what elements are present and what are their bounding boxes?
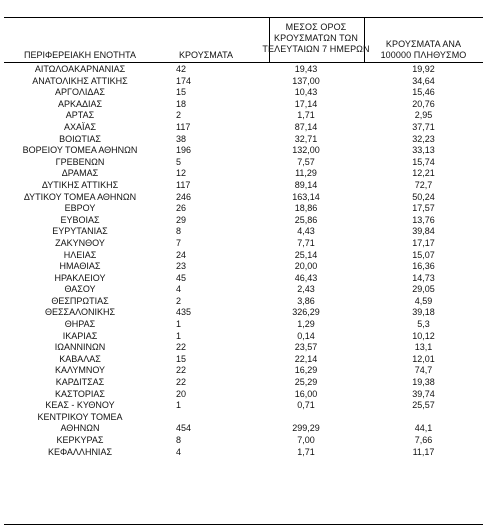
table-row [4, 435, 483, 447]
table-row [4, 157, 483, 169]
avg-7day-cell: 10,43 [294, 87, 318, 98]
per-100k-cell: 33,13 [412, 145, 435, 156]
table-row [4, 238, 483, 250]
avg-7day-cell: 16,29 [294, 365, 318, 376]
region-cell: ΔΥΤΙΚΗΣ ΑΤΤΙΚΗΣ [41, 179, 119, 190]
per-100k-cell: 15,07 [412, 249, 435, 260]
table-row [4, 180, 483, 192]
region-cell: ΒΟΡΕΙΟΥ ΤΟΜΕΑ ΑΘΗΝΩΝ [22, 145, 138, 156]
table-row [4, 400, 483, 412]
table-row [4, 226, 483, 238]
avg-7day-cell: 163,14 [292, 191, 320, 202]
table-row [4, 319, 483, 331]
region-cell: ΘΕΣΣΑΛΟΝΙΚΗΣ [44, 307, 116, 318]
region-cell: ΑΧΑΪΑΣ [63, 121, 97, 132]
region-cell: ΑΡΤΑΣ [65, 110, 95, 121]
header-avg [256, 22, 376, 55]
region-cell: ΕΒΡΟΥ [64, 203, 96, 214]
region-cell: ΚΕΦΑΛΛΗΝΙΑΣ [47, 446, 113, 457]
per-100k-cell: 19,92 [412, 64, 435, 74]
cases-cell: 1 [176, 330, 182, 341]
per-100k-cell: 37,71 [412, 121, 435, 132]
avg-7day-cell: 2,43 [297, 284, 315, 295]
region-cell: ΚΕΡΚΥΡΑΣ [56, 435, 104, 445]
avg-7day-cell: 25,86 [294, 214, 318, 225]
region-cell: ΗΜΑΘΙΑΣ [59, 261, 101, 272]
avg-7day-cell: 0,14 [297, 330, 315, 341]
cases-cell: 22 [176, 377, 187, 388]
per-100k-cell: 12,21 [412, 168, 435, 179]
header-per-line2: 100000 ΠΛΗΘΥΣΜΟ [380, 50, 467, 60]
region-cell: ΗΛΕΙΑΣ [63, 249, 97, 260]
per-100k-cell: 25,57 [412, 400, 435, 411]
header-avg-line2: ΚΡΟΥΣΜΑΤΩΝ ΤΩΝ [274, 33, 358, 43]
region-cell: ΚΑΛΥΜΝΟΥ [54, 365, 106, 376]
region-cell: ΖΑΚΥΝΘΟΥ [55, 237, 105, 248]
per-100k-cell: 12,01 [412, 353, 435, 364]
per-100k-cell: 20,76 [412, 98, 435, 109]
cases-cell: 435 [176, 307, 192, 318]
header-per-line1: ΚΡΟΥΣΜΑΤΑ ΑΝΑ [385, 39, 462, 49]
avg-7day-cell: 3,86 [297, 295, 315, 306]
table-row [4, 261, 483, 273]
avg-7day-cell: 11,29 [295, 168, 317, 179]
cases-cell: 174 [176, 75, 192, 86]
region-cell: ΘΕΣΠΡΩΤΙΑΣ [51, 295, 109, 306]
avg-7day-cell: 87,14 [294, 121, 318, 132]
per-100k-cell: 39,18 [412, 307, 435, 318]
region-cell: ΓΡΕΒΕΝΩΝ [55, 156, 105, 167]
bottom-rule [4, 524, 483, 525]
avg-7day-cell: 7,00 [297, 435, 315, 445]
per-100k-cell: 10,12 [412, 330, 435, 341]
cases-cell: 26 [176, 203, 187, 214]
cases-cell: 22 [176, 342, 187, 353]
cases-cell: 15 [176, 87, 187, 98]
cases-cell: 4 [176, 446, 182, 457]
per-100k-cell: 32,23 [412, 133, 435, 144]
cases-cell: 1 [176, 319, 182, 330]
region-cell: ΕΥΒΟΙΑΣ [60, 214, 100, 225]
table-row [4, 192, 483, 204]
cases-cell: 117 [176, 121, 191, 132]
per-100k-cell: 44,1 [414, 423, 433, 434]
region-cell [4, 412, 156, 435]
cases-cell: 24 [176, 249, 187, 260]
header-rule [4, 62, 483, 63]
table-row [4, 203, 483, 215]
avg-7day-cell: 22,14 [294, 353, 318, 364]
per-100k-cell: 34,64 [412, 75, 435, 86]
region-cell: ΑΡΓΟΛΙΔΑΣ [55, 87, 105, 98]
cases-cell: 1 [176, 400, 182, 411]
per-100k-cell: 5,3 [417, 319, 430, 330]
per-100k-cell: 11,17 [412, 446, 435, 457]
cases-cell: 196 [176, 145, 192, 156]
region-cell: ΗΡΑΚΛΕΙΟΥ [54, 272, 106, 283]
avg-7day-cell: 137,00 [292, 75, 320, 86]
cases-cell: 2 [176, 110, 182, 121]
region-cell-line1: ΚΕΝΤΡΙΚΟΥ ΤΟΜΕΑ [37, 411, 123, 422]
table-body [4, 64, 483, 458]
cases-cell: 4 [176, 284, 182, 295]
cases-cell: 2 [176, 295, 182, 306]
avg-7day-cell: 25,29 [294, 377, 318, 388]
table-row [4, 76, 483, 88]
table-row [4, 365, 483, 377]
cases-cell: 29 [176, 214, 187, 225]
per-100k-cell: 39,74 [412, 388, 435, 399]
per-100k-cell: 50,24 [412, 191, 435, 202]
table-row [4, 412, 483, 435]
table-row [4, 307, 483, 319]
header-avg-line3: ΤΕΛΕΥΤΑΙΩΝ 7 ΗΜΕΡΩΝ [262, 44, 370, 54]
per-100k-cell: 7,66 [414, 435, 433, 445]
header-per-100k [364, 39, 483, 61]
cases-cell: 38 [176, 133, 187, 144]
avg-7day-cell: 17,14 [294, 98, 318, 109]
region-cell: ΘΑΣΟΥ [64, 284, 96, 295]
region-cell: ΔΥΤΙΚΟΥ ΤΟΜΕΑ ΑΘΗΝΩΝ [23, 191, 137, 202]
per-100k-cell: 13,1 [414, 342, 433, 353]
cases-cell: 18 [176, 98, 187, 109]
table-row [4, 215, 483, 227]
avg-7day-cell: 132,00 [292, 145, 320, 156]
table-row [4, 284, 483, 296]
per-100k-cell: 19,38 [412, 377, 435, 388]
table-row [4, 250, 483, 262]
cases-cell: 8 [176, 226, 182, 237]
avg-7day-cell: 32,71 [294, 133, 318, 144]
per-100k-cell: 74,7 [414, 365, 433, 376]
region-cell: ΙΩΑΝΝΙΝΩΝ [54, 342, 106, 353]
avg-7day-cell: 19,43 [294, 64, 318, 74]
avg-7day-cell: 7,57 [297, 156, 315, 167]
region-cell: ΙΚΑΡΙΑΣ [62, 330, 98, 341]
region-cell: ΑΙΤΩΛΟΑΚΑΡΝΑΝΙΑΣ [34, 64, 126, 74]
cases-cell: 23 [176, 261, 187, 272]
table-row [4, 389, 483, 401]
per-100k-cell: 29,05 [412, 284, 435, 295]
header-avg-line1: ΜΕΣΟΣ ΟΡΟΣ [285, 22, 347, 32]
cases-cell: 7 [176, 237, 182, 248]
table-row [4, 145, 483, 157]
region-cell: ΚΑΡΔΙΤΣΑΣ [55, 377, 105, 388]
cases-cell: 45 [176, 272, 187, 283]
region-cell-line2: ΑΘΗΝΩΝ [60, 423, 100, 434]
avg-7day-cell: 1,71 [297, 446, 315, 457]
region-cell: ΕΥΡΥΤΑΝΙΑΣ [52, 226, 108, 237]
cases-cell: 42 [176, 64, 187, 74]
avg-7day-cell: 4,43 [297, 226, 315, 237]
table-row [4, 296, 483, 308]
table-row [4, 273, 483, 285]
table-row [4, 168, 483, 180]
cases-cell: 246 [176, 191, 192, 202]
table-row [4, 99, 483, 111]
region-cell: ΑΝΑΤΟΛΙΚΗΣ ΑΤΤΙΚΗΣ [32, 75, 128, 86]
region-cell: ΔΡΑΜΑΣ [61, 168, 99, 179]
table-row [4, 110, 483, 122]
per-100k-cell: 17,57 [412, 203, 435, 214]
per-100k-cell: 17,17 [412, 237, 435, 248]
cases-cell: 12 [176, 168, 187, 179]
per-100k-cell: 15,74 [412, 156, 435, 167]
table-row [4, 64, 483, 76]
avg-7day-cell: 299,29 [292, 423, 320, 434]
avg-7day-cell: 16,00 [294, 388, 318, 399]
avg-7day-cell: 0,71 [297, 400, 315, 411]
cases-cell: 5 [176, 156, 182, 167]
table-row [4, 122, 483, 134]
top-rule [4, 17, 483, 18]
per-100k-cell: 16,36 [412, 261, 435, 272]
header-cases: ΚΡΟΥΣΜΑΤΑ [179, 50, 233, 60]
cases-cell: 20 [176, 388, 187, 399]
cases-cell: 454 [176, 423, 192, 434]
per-100k-cell: 4,59 [414, 295, 433, 306]
header-region: ΠΕΡΙΦΕΡΕΙΑΚΗ ΕΝΟΤΗΤΑ [23, 50, 137, 60]
per-100k-cell: 15,46 [412, 87, 435, 98]
avg-7day-cell: 326,29 [292, 307, 320, 318]
cases-cell: 15 [176, 353, 187, 364]
avg-7day-cell: 1,71 [297, 110, 315, 121]
avg-7day-cell: 23,57 [294, 342, 318, 353]
region-cell: ΚΕΑΣ - ΚΥΘΝΟΥ [45, 400, 115, 411]
table-row [4, 377, 483, 389]
per-100k-cell: 2,95 [414, 110, 433, 121]
region-cell: ΘΗΡΑΣ [64, 319, 96, 330]
avg-7day-cell: 25,14 [294, 249, 318, 260]
avg-7day-cell: 89,14 [294, 179, 318, 190]
table-row [4, 447, 483, 459]
avg-7day-cell: 7,71 [297, 237, 315, 248]
table-row [4, 87, 483, 99]
cases-cell: 22 [176, 365, 187, 376]
region-cell: ΚΑΒΑΛΑΣ [59, 353, 101, 364]
avg-7day-cell: 18,86 [294, 203, 318, 214]
region-cell: ΚΑΣΤΟΡΙΑΣ [55, 388, 105, 399]
per-100k-cell: 72,7 [414, 179, 433, 190]
table-row [4, 342, 483, 354]
cases-cell: 117 [176, 179, 191, 190]
avg-7day-cell: 46,43 [294, 272, 318, 283]
region-cell: ΒΟΙΩΤΙΑΣ [59, 133, 101, 144]
table-row [4, 134, 483, 146]
cases-cell: 8 [176, 435, 182, 445]
per-100k-cell: 14,73 [412, 272, 435, 283]
per-100k-cell: 13,76 [412, 214, 435, 225]
avg-7day-cell: 20,00 [294, 261, 318, 272]
table-row [4, 354, 483, 366]
region-cell: ΑΡΚΑΔΙΑΣ [57, 98, 103, 109]
avg-7day-cell: 1,29 [297, 319, 315, 330]
per-100k-cell: 39,84 [412, 226, 435, 237]
table-row [4, 331, 483, 343]
